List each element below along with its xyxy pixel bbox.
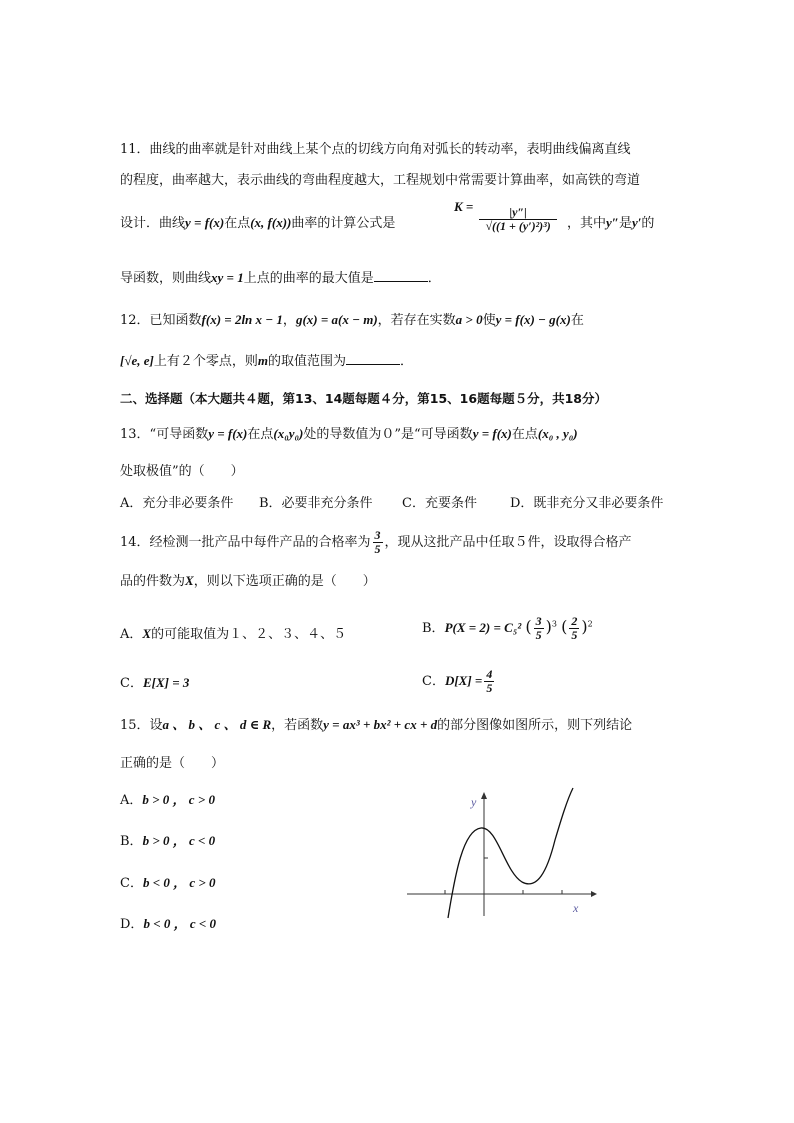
q12-line-2: [√e, e]上有２个零点，则m的取值范围为 ． (120, 353, 414, 369)
q15-option-c: C．b < 0 ， c > 0 (120, 875, 216, 891)
q14-line-1: 14．经检测一批产品中每件产品的合格率为 $\frac{3}{5}$ ，现从这批产品中任取５件，设取得合格产 (120, 528, 632, 556)
q14-option-d: C．D[X] = $\frac{4}{5}$ (422, 667, 493, 695)
q11-line-3-tail: ，其中y″是y′的 (567, 215, 655, 231)
q13-option-d: D．既非充分又非必要条件 (510, 496, 664, 511)
q15-line-2: 正确的是（ ） (120, 756, 225, 771)
q13-line-2: 处取极值”的（ ） (120, 464, 244, 479)
y-axis-label: y (471, 795, 477, 809)
q11-line-2: 的程度，曲率越大，表示曲线的弯曲程度越大，工程规划中常需要计算曲率，如高铁的弯道 (120, 173, 641, 188)
q15-option-d: D．b < 0 ， c < 0 (120, 916, 217, 932)
q11-line-3: 设计．曲线y = f(x)在点(x, f(x))曲率的计算公式是 (120, 215, 396, 231)
q14-option-c: C．E[X] = 3 (120, 675, 190, 691)
q14-option-a: A．X的可能取值为１、２、３、４、５ (120, 626, 347, 642)
x-axis-arrow (591, 891, 597, 897)
answer-blank (374, 269, 428, 282)
q13-line-1: 13．“可导函数y = f(x)在点(x₀y₀)处的导数值为０”是“可导函数y = f(x)在点(x₀ , y₀) (120, 426, 578, 442)
y-axis-arrow (481, 792, 487, 799)
q12-line-1: 12．已知函数f(x) = 2ln x − 1，g(x) = a(x − m)，若存在实数a > 0使y = f(x) − g(x)在 (120, 312, 584, 328)
cubic-curve (448, 788, 573, 918)
q13-option-c: C．充要条件 (402, 496, 477, 511)
q13-option-a: A．充分非必要条件 (120, 496, 234, 511)
q11-line-4: 导函数，则曲线xy = 1上点的曲率的最大值是 ． (120, 270, 441, 286)
q14-line-2: 品的件数为X，则以下选项正确的是（ ） (120, 573, 376, 589)
q15-line-1: 15．设a 、 b 、 c 、 d ∈ R，若函数y = ax³ + bx² + cx + d的部分图像如图所示，则下列结论 (120, 717, 633, 733)
curvature-formula: K = $\frac{|y''|}{\text{√((1 + (y′)²)³)}}$ (454, 198, 559, 233)
q13-option-b: B．必要非充分条件 (259, 496, 373, 511)
q15-option-a: A．b > 0 ， c > 0 (120, 792, 215, 808)
section-heading: 二、选择题（本大题共４题，第13、14题每题４分，第15、16题每题５分，共18分） (120, 391, 607, 406)
q11-line-1: 11．曲线的曲率就是针对曲线上某个点的切线方向角对弧长的转动率，表明曲线偏离直线 (120, 142, 631, 157)
cubic-graph (405, 780, 605, 920)
x-axis-label: x (573, 901, 579, 915)
q14-option-b: B．P(X = 2) = C₅² ( $\frac{3}{5}$ )$^3$ ( $\frac{2}{5}$ )$^2$ (422, 614, 593, 642)
q15-option-b: B．b > 0 ， c < 0 (120, 833, 216, 849)
answer-blank (346, 352, 400, 365)
